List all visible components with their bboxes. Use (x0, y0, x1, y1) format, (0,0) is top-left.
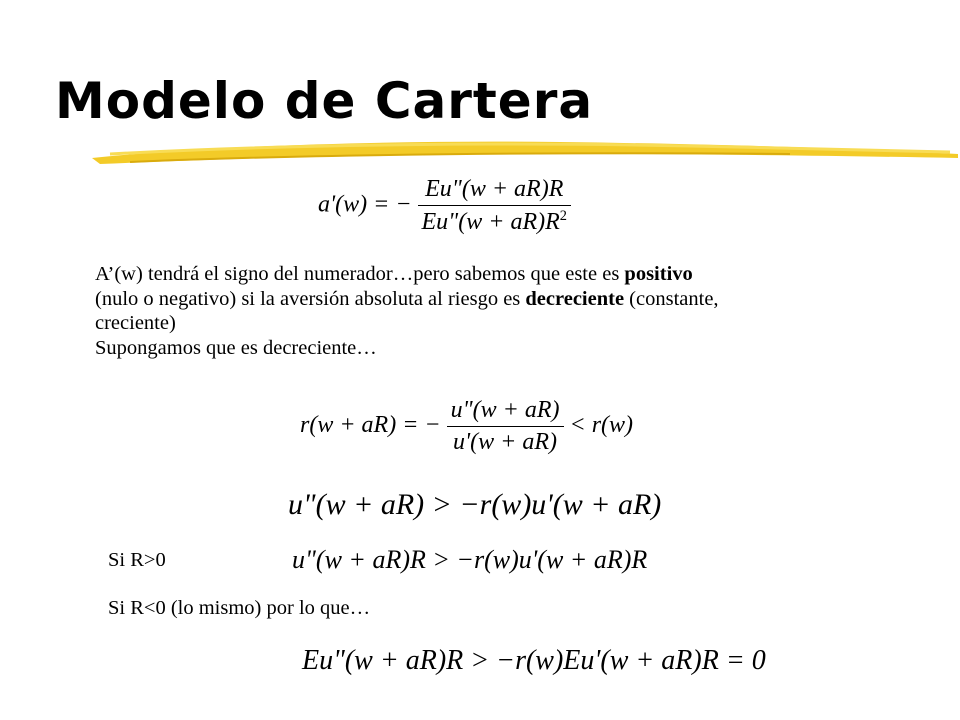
para-line2-tail: (constante, (624, 287, 719, 310)
equation-expected-inequality (302, 645, 766, 677)
label-r-positive: Si R>0 (108, 549, 166, 571)
eq2-fraction (447, 397, 564, 456)
eq1-exponent: 2 (559, 208, 567, 224)
para-line3-text: creciente) (95, 312, 176, 334)
eq2-denominator: u'(w + aR) (447, 426, 564, 456)
eq3-text: u"(w + aR) > −r(w)u'(w + aR) (288, 488, 662, 521)
para-bold-positivo: positivo (624, 263, 693, 285)
explanation-paragraph (95, 262, 935, 360)
eq4-text: u"(w + aR)R > −r(w)u'(w + aR)R (292, 545, 648, 574)
label-r-negative: Si R<0 (lo mismo) por lo que… (108, 597, 371, 619)
eq1-fraction (418, 176, 571, 236)
eq2-numerator: u"(w + aR) (450, 397, 560, 423)
eq5-text: Eu"(w + aR)R > −r(w)Eu'(w + aR)R = 0 (302, 645, 766, 676)
equation-a-prime (318, 176, 571, 236)
eq1-denominator: Eu"(w + aR)R (421, 209, 560, 235)
slide-title: Modelo de Cartera (55, 72, 594, 130)
eq2-lhs: r(w + aR) = − (300, 412, 441, 439)
para-line4-text: Supongamos que es decreciente… (95, 336, 377, 359)
eq1-denominator-wrap (418, 205, 571, 236)
eq1-numerator: Eu"(w + aR)R (425, 176, 564, 202)
equation-r-definition (300, 397, 633, 456)
title-underline-swoosh (90, 132, 960, 172)
equation-inequality-r (292, 545, 647, 575)
para-bold-decreciente: decreciente (525, 287, 625, 310)
eq2-rhs: < r(w) (569, 412, 634, 439)
equation-inequality (288, 488, 661, 522)
para-line2-text: (nulo o negativo) si la aversión absoluta al riesgo es (95, 287, 526, 310)
para-line1-text: A’(w) tendrá el signo del numerador…pero sabemos que este es (95, 263, 625, 285)
eq1-lhs: a'(w) = − (318, 191, 412, 218)
